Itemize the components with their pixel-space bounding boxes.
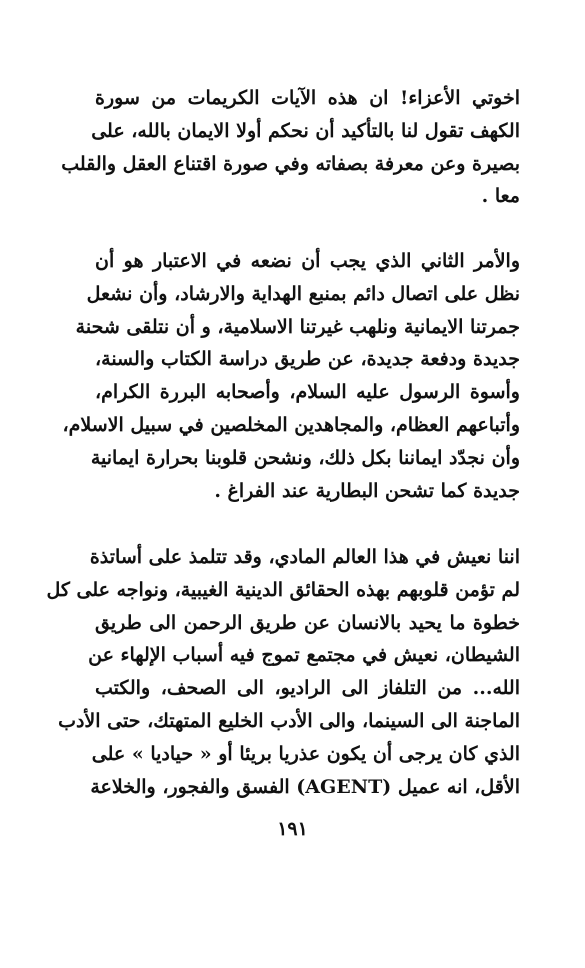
paragraph-line: والأمر الثاني الذي يجب أن نضعه في الاعتبار هو أن	[95, 250, 520, 272]
paragraph-line: خطوة ما يحيد بالانسان عن طريق الرحمن الى طريق	[95, 611, 520, 634]
paragraph-line: لم تؤمن قلوبهم بهذه الحقائق الدينية الغيبية، ونواجه على كل	[46, 578, 520, 601]
paragraph-3	[46, 541, 520, 803]
paragraph-line: جديدة ودفعة جديدة، عن طريق دراسة الكتاب والسنة،	[95, 348, 520, 371]
paragraph-line: جديدة كما تشحن البطارية عند الفراغ .	[214, 479, 520, 502]
paragraph-line: الذي كان يرجى أن يكون عذريا بريئا أو « حياديا » على	[91, 742, 520, 765]
paragraph-line: اخوتي الأعزاء! ان هذه الآيات الكريمات من سورة	[95, 87, 520, 109]
paragraph-line: وأسوة الرسول عليه السلام، وأصحابه البررة الكرام،	[95, 381, 520, 404]
paragraph-line: وأن نجدّد ايماننا بكل ذلك، ونشحن قلوبنا بحرارة ايمانية	[90, 446, 520, 469]
paragraph-line: وأتباعهم العظام، والمجاهدين المخلصين في سبيل الاسلام،	[62, 413, 520, 436]
paragraph-1	[61, 82, 520, 213]
paragraph-line: بصيرة وعن معرفة بصفاته وفي صورة اقتناع العقل والقلب	[61, 152, 520, 175]
paragraph-line: معا .	[481, 185, 520, 208]
paragraph-line: الشيطان، نعيش في مجتمع تموج فيه أسباب الإلهاء عن	[88, 644, 520, 667]
paragraph-line: اننا نعيش في هذا العالم المادي، وقد تتلمذ على أساتذة	[89, 546, 520, 568]
paragraph-2	[62, 245, 520, 507]
paragraph-line: الله... من التلفاز الى الراديو، الى الصحف، والكتب	[95, 677, 520, 700]
paragraph-line: الكهف تقول لنا بالتأكيد أن نحكم أولا الايمان بالله، على	[91, 119, 520, 142]
paragraph-line: جمرتنا الايمانية ونلهب غيرتنا الاسلامية، و أن نتلقى شحنة	[75, 315, 520, 338]
paragraph-line: نظل على اتصال دائم بمنبع الهداية والارشاد، وأن نشعل	[86, 282, 520, 305]
paragraph-line: الماجنة الى السينما، والى الأدب الخليع المتهتك، حتى الأدب	[58, 709, 520, 732]
paragraph-line: الأقل، انه عميل (AGENT) الفسق والفجور، والخلاعة	[90, 775, 520, 798]
page-number: ١٩١	[277, 818, 308, 840]
